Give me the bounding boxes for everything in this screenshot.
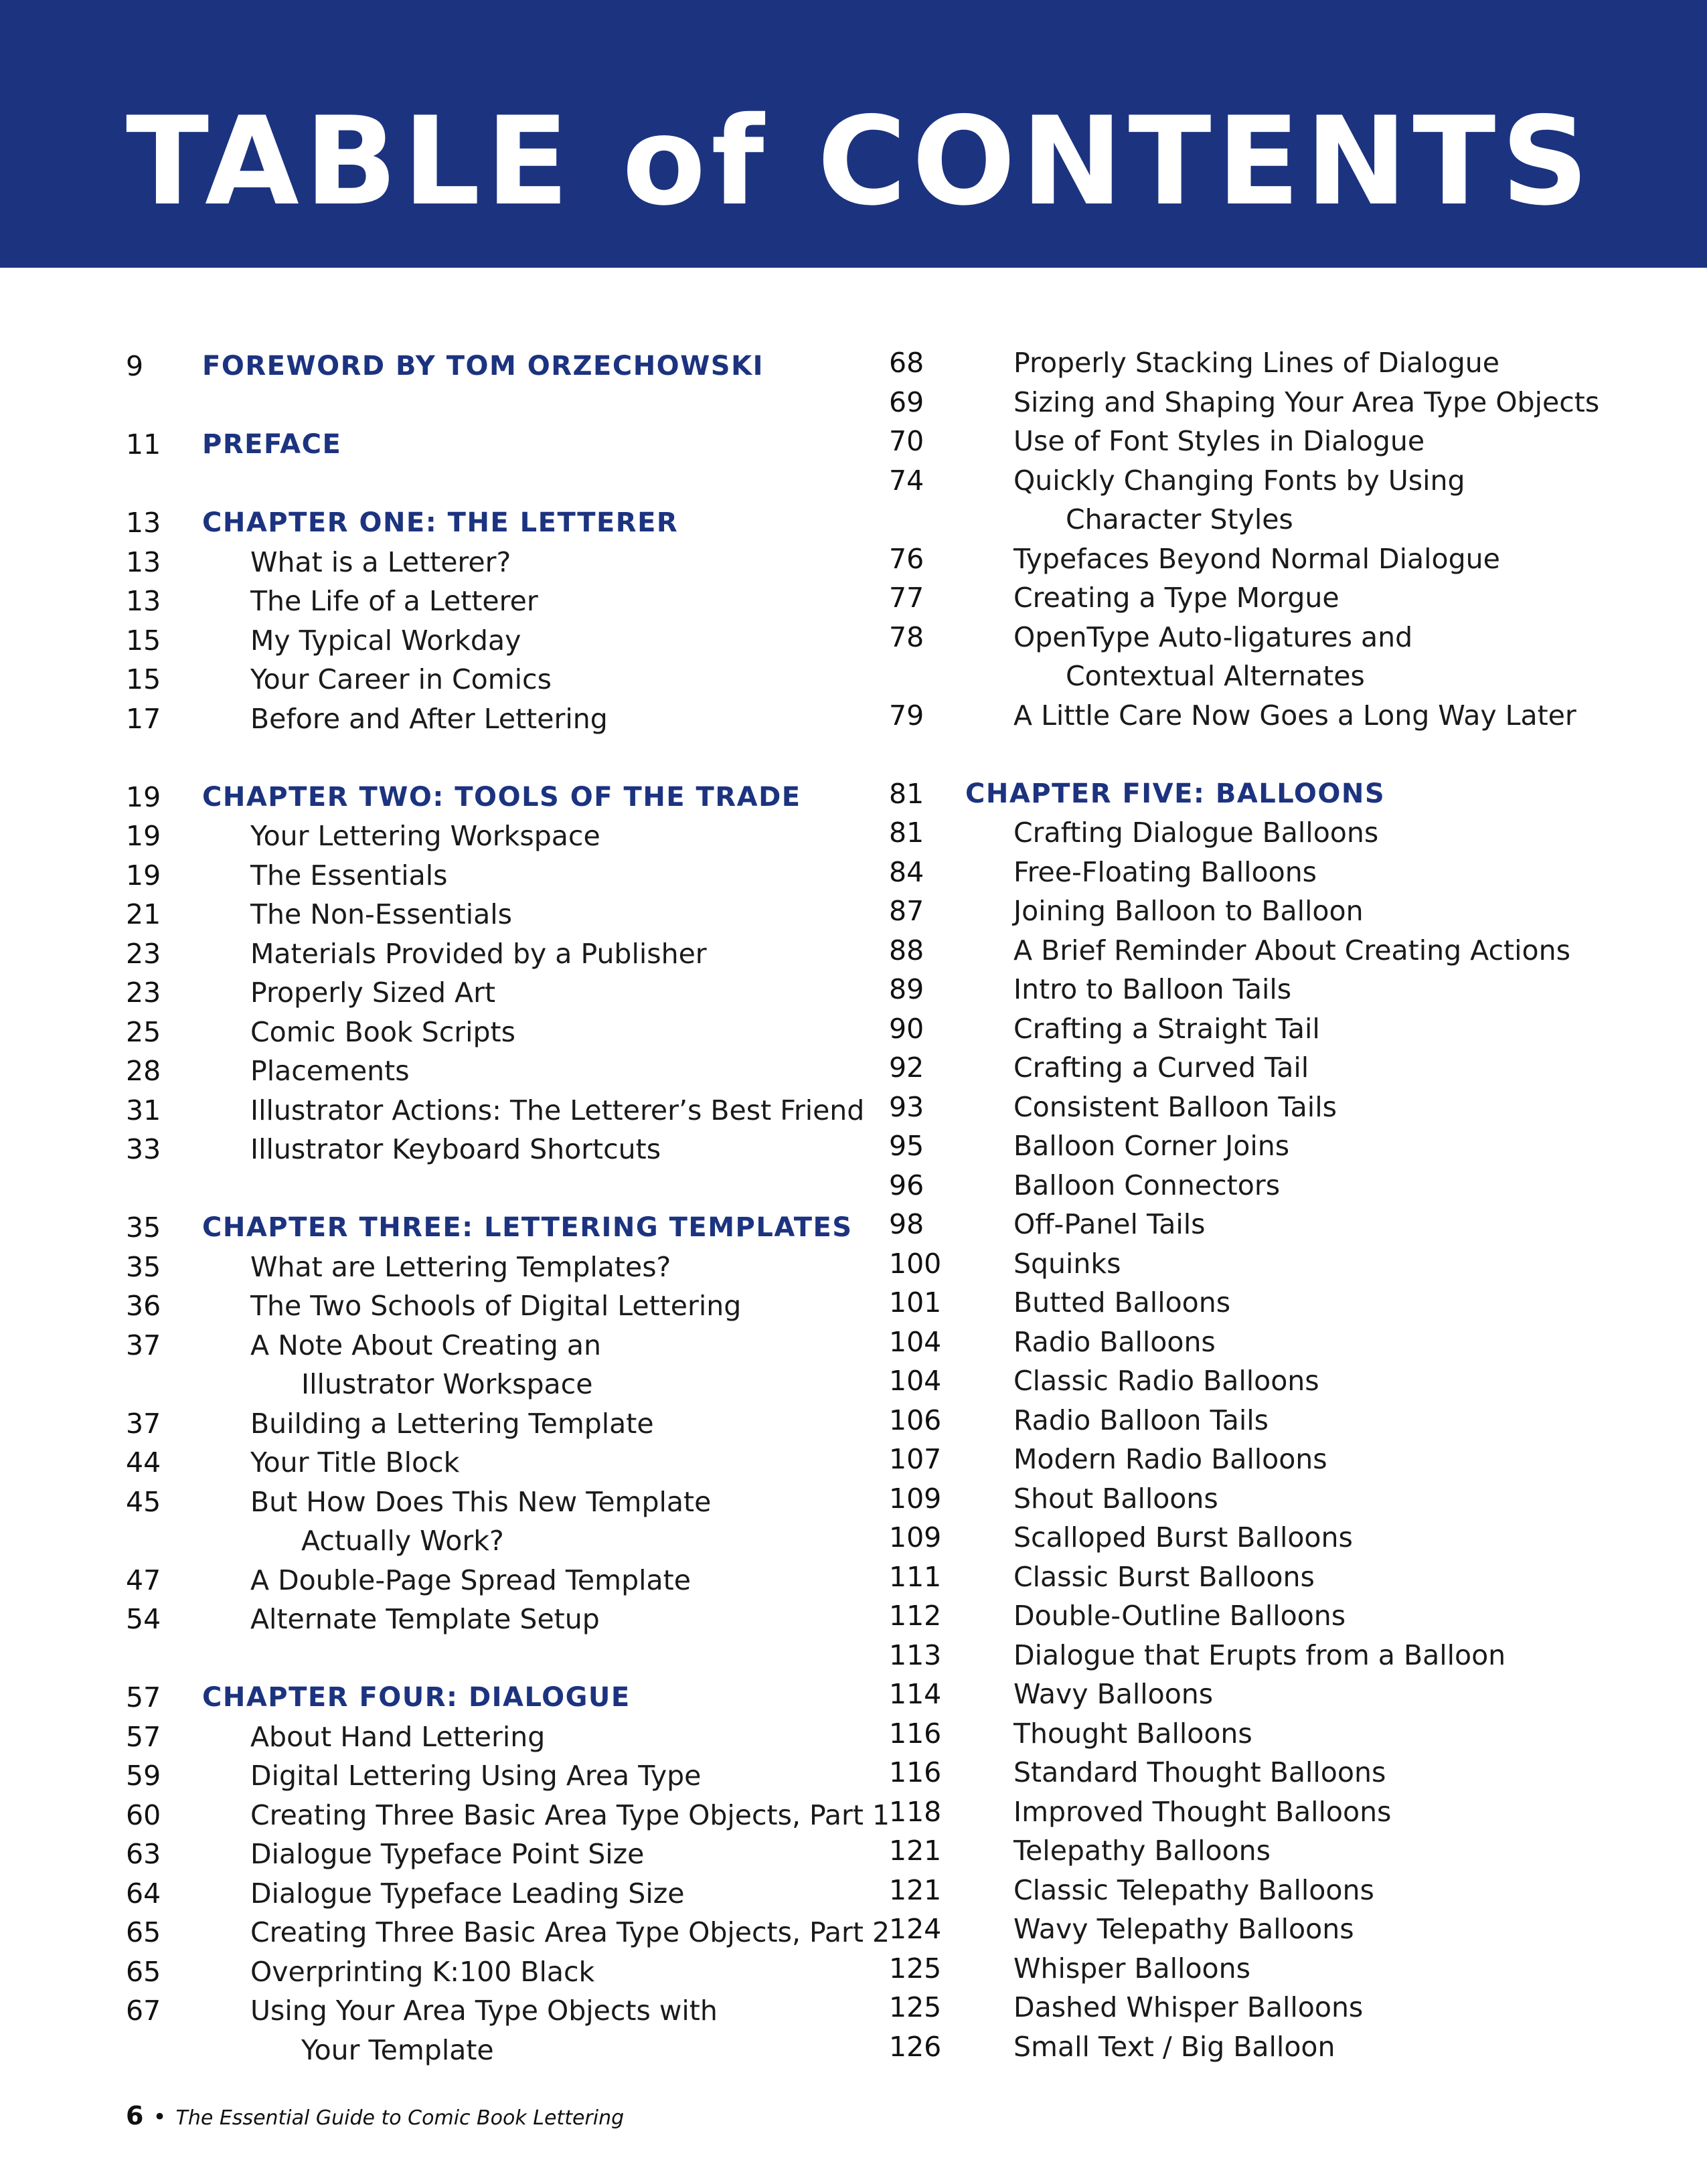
toc-page-number: 63	[126, 1838, 161, 1870]
page-footer	[126, 2096, 624, 2138]
toc-section-title: Properly Sized Art	[250, 977, 496, 1009]
toc-page-number: 33	[126, 1133, 161, 1165]
toc-section-title: Character Styles	[1066, 503, 1293, 535]
toc-section-title: Dialogue Typeface Leading Size	[250, 1877, 685, 1910]
toc-section-title: Creating Three Basic Area Type Objects, Part 2	[250, 1916, 890, 1948]
toc-page-number: 69	[889, 386, 924, 418]
toc-section-title: Balloon Connectors	[1013, 1169, 1281, 1201]
toc-page-number: 109	[889, 1521, 942, 1553]
toc-section-title: Balloon Corner Joins	[1013, 1130, 1290, 1162]
toc-section-title: Using Your Area Type Objects with	[250, 1995, 718, 2027]
toc-page-number: 15	[126, 624, 161, 657]
toc-page-number: 116	[889, 1717, 942, 1750]
toc-section-title: Typefaces Beyond Normal Dialogue	[1013, 542, 1500, 575]
toc-section-title: Radio Balloon Tails	[1013, 1404, 1269, 1436]
toc-section-title: Illustrator Workspace	[301, 1368, 593, 1400]
toc-page-number: 45	[126, 1485, 161, 1518]
toc-section-title: Wavy Telepathy Balloons	[1013, 1913, 1354, 1945]
toc-page-number: 112	[889, 1600, 942, 1632]
toc-page-number: 15	[126, 663, 161, 695]
toc-chapter-title: FOREWORD BY TOM ORZECHOWSKI	[202, 351, 764, 382]
toc-section-title: Alternate Template Setup	[250, 1603, 600, 1635]
toc-section-title: But How Does This New Template	[250, 1485, 712, 1518]
toc-page-number: 17	[126, 702, 161, 735]
toc-section-title: Squinks	[1013, 1247, 1121, 1280]
toc-section-title: Creating Three Basic Area Type Objects, Part 1	[250, 1798, 890, 1831]
toc-chapter-title: CHAPTER TWO: TOOLS OF THE TRADE	[202, 781, 801, 813]
toc-page-number: 65	[126, 1916, 161, 1948]
toc-section-title: Standard Thought Balloons	[1013, 1756, 1386, 1788]
toc-section-title: Radio Balloons	[1013, 1325, 1216, 1358]
toc-section-title: Thought Balloons	[1013, 1717, 1252, 1750]
toc-section-title: Intro to Balloon Tails	[1013, 973, 1292, 1005]
toc-section-title: Double-Outline Balloons	[1013, 1600, 1346, 1632]
footer-page-number: 6	[126, 2101, 144, 2130]
toc-section-title: Wavy Balloons	[1013, 1678, 1214, 1710]
toc-page-number: 100	[889, 1247, 942, 1280]
toc-section-title: Classic Telepathy Balloons	[1013, 1873, 1374, 1906]
toc-section-title: The Essentials	[250, 859, 448, 892]
toc-page-number: 67	[126, 1995, 161, 2027]
toc-section-title: Whisper Balloons	[1013, 1952, 1250, 1985]
toc-section-title: Properly Stacking Lines of Dialogue	[1013, 347, 1499, 379]
toc-section-title: Dialogue that Erupts from a Balloon	[1013, 1639, 1506, 1671]
toc-section-title: Off-Panel Tails	[1013, 1208, 1206, 1240]
toc-page-number: 35	[126, 1250, 161, 1283]
toc-page-number: 98	[889, 1208, 924, 1240]
toc-section-title: OpenType Auto-ligatures and	[1013, 620, 1413, 653]
toc-section-title: What is a Letterer?	[250, 545, 511, 578]
toc-page-number: 36	[126, 1290, 161, 1322]
toc-section-title: Digital Lettering Using Area Type	[250, 1760, 702, 1792]
toc-section-title: What are Lettering Templates?	[250, 1250, 671, 1283]
toc-page-number: 47	[126, 1564, 161, 1596]
toc-section-title: Contextual Alternates	[1066, 660, 1365, 692]
toc-page-number: 93	[889, 1090, 924, 1123]
toc-section-title: Actually Work?	[301, 1525, 504, 1557]
title-banner	[0, 0, 1707, 268]
toc-page-number: 124	[889, 1913, 942, 1945]
toc-section-title: Illustrator Keyboard Shortcuts	[250, 1133, 661, 1165]
toc-page-number: 101	[889, 1286, 942, 1319]
toc-section-title: Materials Provided by a Publisher	[250, 937, 707, 970]
toc-page-number: 96	[889, 1169, 924, 1201]
toc-section-title: Butted Balloons	[1013, 1286, 1231, 1319]
toc-page-number: 118	[889, 1795, 942, 1828]
toc-section-title: About Hand Lettering	[250, 1720, 546, 1753]
toc-page-number: 89	[889, 973, 924, 1005]
toc-section-title: Placements	[250, 1055, 410, 1087]
toc-section-title: Sizing and Shaping Your Area Type Objects	[1013, 386, 1600, 418]
toc-page-number: 13	[126, 585, 161, 617]
toc-section-title: Telepathy Balloons	[1013, 1835, 1271, 1867]
toc-section-title: Crafting a Straight Tail	[1013, 1012, 1320, 1045]
toc-section-title: Small Text / Big Balloon	[1013, 2030, 1335, 2063]
toc-page-number: 21	[126, 898, 161, 930]
toc-page-number: 19	[126, 780, 161, 813]
toc-section-title: Classic Burst Balloons	[1013, 1560, 1315, 1593]
toc-page-number: 70	[889, 425, 924, 457]
toc-section-title: Comic Book Scripts	[250, 1015, 515, 1048]
toc-page-number: 87	[889, 895, 924, 927]
toc-page-number: 84	[889, 855, 924, 888]
toc-page-number: 23	[126, 977, 161, 1009]
toc-page-number: 11	[126, 428, 161, 460]
toc-section-title: Classic Radio Balloons	[1013, 1365, 1319, 1397]
footer-book-title: The Essential Guide to Comic Book Lettering	[175, 2106, 625, 2130]
toc-page-number: 13	[126, 507, 161, 539]
toc-section-title: Your Template	[301, 2033, 494, 2066]
toc-section-title: Your Title Block	[250, 1446, 460, 1479]
toc-section-title: Shout Balloons	[1013, 1482, 1218, 1515]
toc-section-title: Your Career in Comics	[250, 663, 552, 695]
toc-page-number: 31	[126, 1094, 161, 1126]
toc-section-title: A Little Care Now Goes a Long Way Later	[1013, 699, 1576, 732]
toc-page-number: 104	[889, 1325, 942, 1358]
toc-section-title: Quickly Changing Fonts by Using	[1013, 464, 1465, 497]
toc-section-title: My Typical Workday	[250, 624, 521, 657]
toc-page-number: 59	[126, 1760, 161, 1792]
toc-page-number: 106	[889, 1404, 942, 1436]
toc-page-number: 81	[889, 817, 924, 849]
toc-page-number: 35	[126, 1211, 161, 1244]
toc-page-number: 23	[126, 937, 161, 970]
toc-page-number: 68	[889, 347, 924, 379]
toc-section-title: Crafting Dialogue Balloons	[1013, 817, 1379, 849]
toc-section-title: Modern Radio Balloons	[1013, 1443, 1327, 1475]
toc-page-number: 13	[126, 545, 161, 578]
toc-chapter-title: CHAPTER FOUR: DIALOGUE	[202, 1682, 631, 1713]
toc-page-number: 116	[889, 1756, 942, 1788]
toc-page-number: 90	[889, 1012, 924, 1045]
toc-section-title: Use of Font Styles in Dialogue	[1013, 425, 1425, 457]
toc-page-number: 19	[126, 820, 161, 852]
toc-page-number: 104	[889, 1365, 942, 1397]
toc-page-number: 9	[126, 350, 144, 382]
toc-page-number: 54	[126, 1603, 161, 1635]
toc-section-title: A Brief Reminder About Creating Actions	[1013, 934, 1570, 967]
toc-page-number: 92	[889, 1052, 924, 1084]
toc-page-number: 125	[889, 1991, 942, 2023]
toc-section-title: The Life of a Letterer	[250, 585, 538, 617]
toc-section-title: Consistent Balloon Tails	[1013, 1090, 1337, 1123]
toc-page-number: 113	[889, 1639, 942, 1671]
toc-section-title: Joining Balloon to Balloon	[1013, 895, 1364, 927]
footer-separator: •	[153, 2104, 167, 2130]
toc-section-title: A Double-Page Spread Template	[250, 1564, 691, 1596]
toc-page-number: 76	[889, 542, 924, 575]
toc-page-number: 126	[889, 2030, 942, 2063]
toc-section-title: Improved Thought Balloons	[1013, 1795, 1392, 1828]
toc-page-number: 74	[889, 464, 924, 497]
page-title: TABLE of CONTENTS	[126, 90, 1595, 232]
toc-page-number: 65	[126, 1955, 161, 1988]
toc-page-number: 25	[126, 1015, 161, 1048]
toc-page-number: 78	[889, 620, 924, 653]
toc-page-number: 121	[889, 1835, 942, 1867]
toc-page-number: 57	[126, 1720, 161, 1753]
toc-page-number: 60	[126, 1798, 161, 1831]
toc-chapter-title: CHAPTER FIVE: BALLOONS	[965, 778, 1386, 809]
toc-page-number: 79	[889, 699, 924, 732]
toc-page-number: 64	[126, 1877, 161, 1910]
toc-section-title: Crafting a Curved Tail	[1013, 1052, 1309, 1084]
toc-page-number: 109	[889, 1482, 942, 1515]
toc-page-number: 125	[889, 1952, 942, 1985]
toc-section-title: The Two Schools of Digital Lettering	[250, 1290, 742, 1322]
toc-page-number: 111	[889, 1560, 942, 1593]
toc-section-title: The Non-Essentials	[250, 898, 513, 930]
toc-page-number: 44	[126, 1446, 161, 1479]
toc-page-number: 81	[889, 777, 924, 810]
toc-section-title: Illustrator Actions: The Letterer’s Best Friend	[250, 1094, 865, 1126]
toc-page-number: 57	[126, 1681, 161, 1713]
toc-page-number: 28	[126, 1055, 161, 1087]
toc-section-title: Scalloped Burst Balloons	[1013, 1521, 1353, 1553]
toc-page-number: 95	[889, 1130, 924, 1162]
toc-page-number: 37	[126, 1329, 161, 1361]
toc-section-title: Creating a Type Morgue	[1013, 582, 1339, 614]
toc-section-title: Free-Floating Balloons	[1013, 855, 1317, 888]
toc-section-title: Your Lettering Workspace	[250, 820, 600, 852]
toc-section-title: Building a Lettering Template	[250, 1407, 654, 1440]
toc-section-title: Before and After Lettering	[250, 702, 608, 735]
toc-chapter-title: CHAPTER THREE: LETTERING TEMPLATES	[202, 1212, 853, 1243]
toc-page-number: 19	[126, 859, 161, 892]
toc-section-title: A Note About Creating an	[250, 1329, 601, 1361]
toc-page-number: 121	[889, 1873, 942, 1906]
toc-page-number: 114	[889, 1678, 942, 1710]
toc-chapter-title: PREFACE	[202, 429, 342, 460]
toc-section-title: Dialogue Typeface Point Size	[250, 1838, 645, 1870]
toc-section-title: Dashed Whisper Balloons	[1013, 1991, 1364, 2023]
toc-page-number: 37	[126, 1407, 161, 1440]
toc-page-number: 107	[889, 1443, 942, 1475]
toc-chapter-title: CHAPTER ONE: THE LETTERER	[202, 507, 679, 538]
toc-section-title: Overprinting K:100 Black	[250, 1955, 595, 1988]
toc-page-number: 77	[889, 582, 924, 614]
toc-page-number: 88	[889, 934, 924, 967]
